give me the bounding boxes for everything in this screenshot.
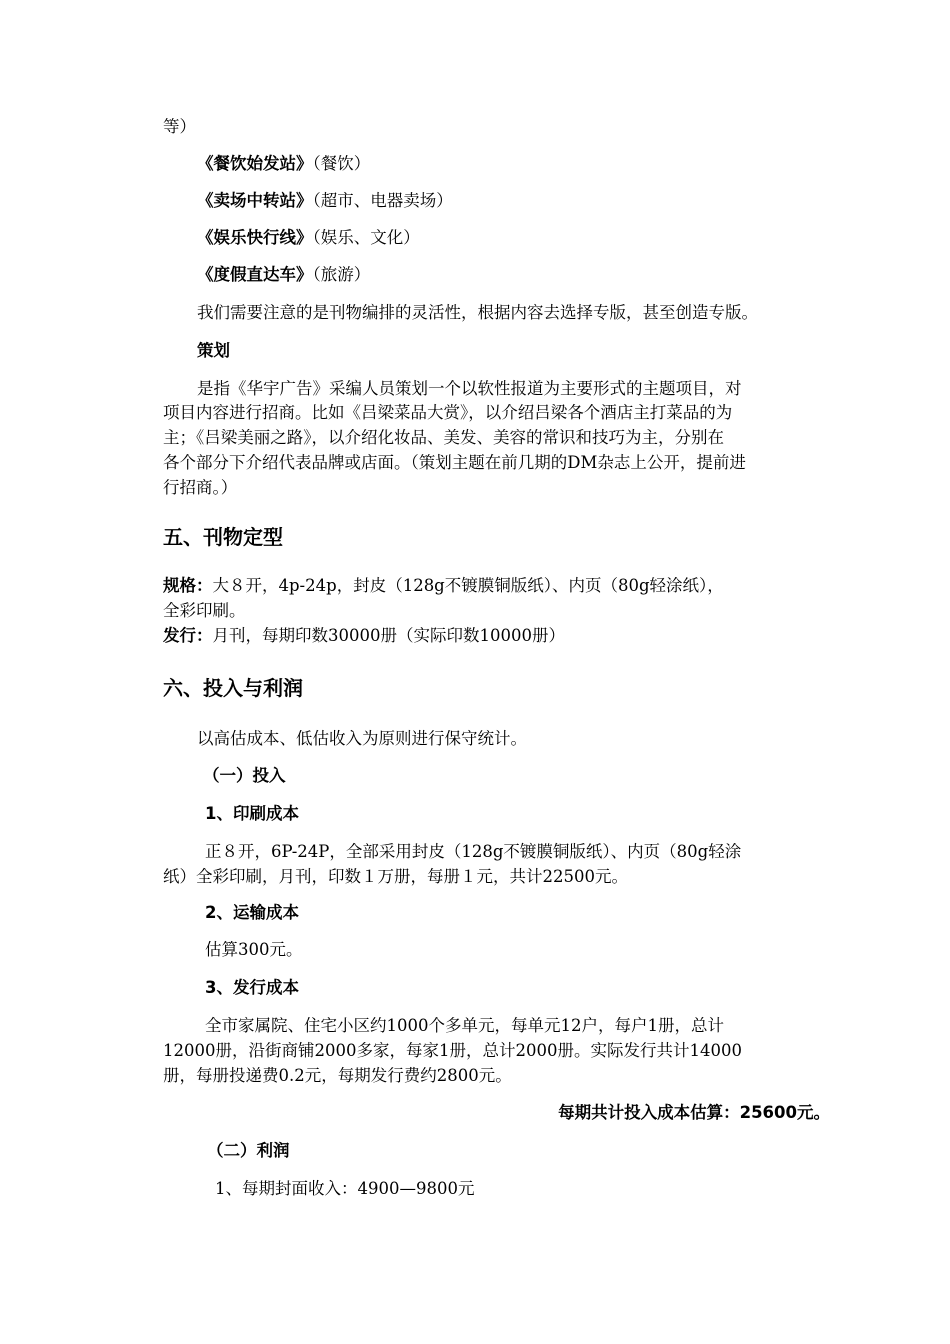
principle-line: 以高估成本、低估收入为原则进行保守统计。	[197, 729, 527, 748]
paragraph-flexibility: 我们需要注意的是刊物编排的灵活性，根据内容去选择专版，甚至创造专版。	[197, 303, 758, 322]
plan-heading: 策划	[197, 341, 230, 360]
print-cost-heading: 1、印刷成本	[205, 804, 299, 823]
text-line: 等）	[163, 117, 196, 136]
plan-line: 是指《华宇广告》采编人员策划一个以软性报道为主要形式的主题项目，对	[197, 379, 742, 398]
section-note: （娱乐、文化）	[312, 228, 420, 247]
section-note: （超市、电器卖场）	[312, 191, 453, 210]
section-item-entertainment	[197, 226, 420, 250]
distribution-cost-line: 12000册，沿街商铺2000多家，每家1册，总计2000册。实际发行共计14000	[163, 1041, 742, 1060]
section-title: 《餐饮始发站》	[197, 154, 313, 173]
section-title: 《度假直达车》	[197, 265, 313, 284]
section-title: 《娱乐快行线》	[197, 228, 313, 247]
cover-income-line: 1、每期封面收入：4900—9800元	[215, 1179, 475, 1198]
spec-label: 规格：	[163, 576, 213, 595]
section-note: （餐饮）	[312, 154, 371, 173]
transport-cost-heading: 2、运输成本	[205, 903, 299, 922]
spec-line	[163, 574, 724, 598]
plan-line: 主；《吕梁美丽之路》，以介绍化妆品、美发、美容的常识和技巧为主，分别在	[163, 428, 724, 447]
issue-text: 月刊，每期印数30000册（实际印数10000册）	[212, 626, 565, 645]
section-item-dining	[197, 152, 370, 176]
section-title: 《卖场中转站》	[197, 191, 313, 210]
total-cost-line: 每期共计投入成本估算：25600元。	[558, 1103, 830, 1122]
print-cost-line: 纸）全彩印刷，月刊，印数１万册，每册１元，共计22500元。	[163, 867, 628, 886]
plan-line: 项目内容进行招商。比如《吕梁菜品大赏》，以介绍吕梁各个酒店主打菜品的为	[163, 403, 733, 422]
distribution-cost-line: 册，每册投递费0.2元，每期发行费约2800元。	[163, 1066, 512, 1085]
section-note: （旅游）	[312, 265, 371, 284]
section-item-travel	[197, 263, 370, 287]
spec-text: 大８开，4p-24p，封皮（128g不镀膜铜版纸）、内页（80g轻涂纸），	[212, 576, 724, 595]
heading-section-6: 六、投入与利润	[163, 676, 303, 700]
transport-cost-line: 估算300元。	[205, 940, 303, 959]
section-item-mall	[197, 189, 453, 213]
profit-heading: （二）利润	[207, 1141, 290, 1160]
issue-line	[163, 624, 565, 648]
distribution-cost-heading: 3、发行成本	[205, 978, 299, 997]
invest-heading: （一）投入	[203, 766, 286, 785]
heading-section-5: 五、刊物定型	[163, 525, 283, 549]
print-cost-line: 正８开，6P-24P，全部采用封皮（128g不镀膜铜版纸）、内页（80g轻涂	[205, 842, 742, 861]
plan-line: 行招商。）	[163, 478, 238, 497]
distribution-cost-line: 全市家属院、住宅小区约1000个多单元，每单元12户，每户1册，总计	[205, 1016, 724, 1035]
issue-label: 发行：	[163, 626, 213, 645]
spec-line-2: 全彩印刷。	[163, 601, 246, 620]
plan-line: 各个部分下介绍代表品牌或店面。（策划主题在前几期的DM杂志上公开，提前进	[163, 453, 746, 472]
